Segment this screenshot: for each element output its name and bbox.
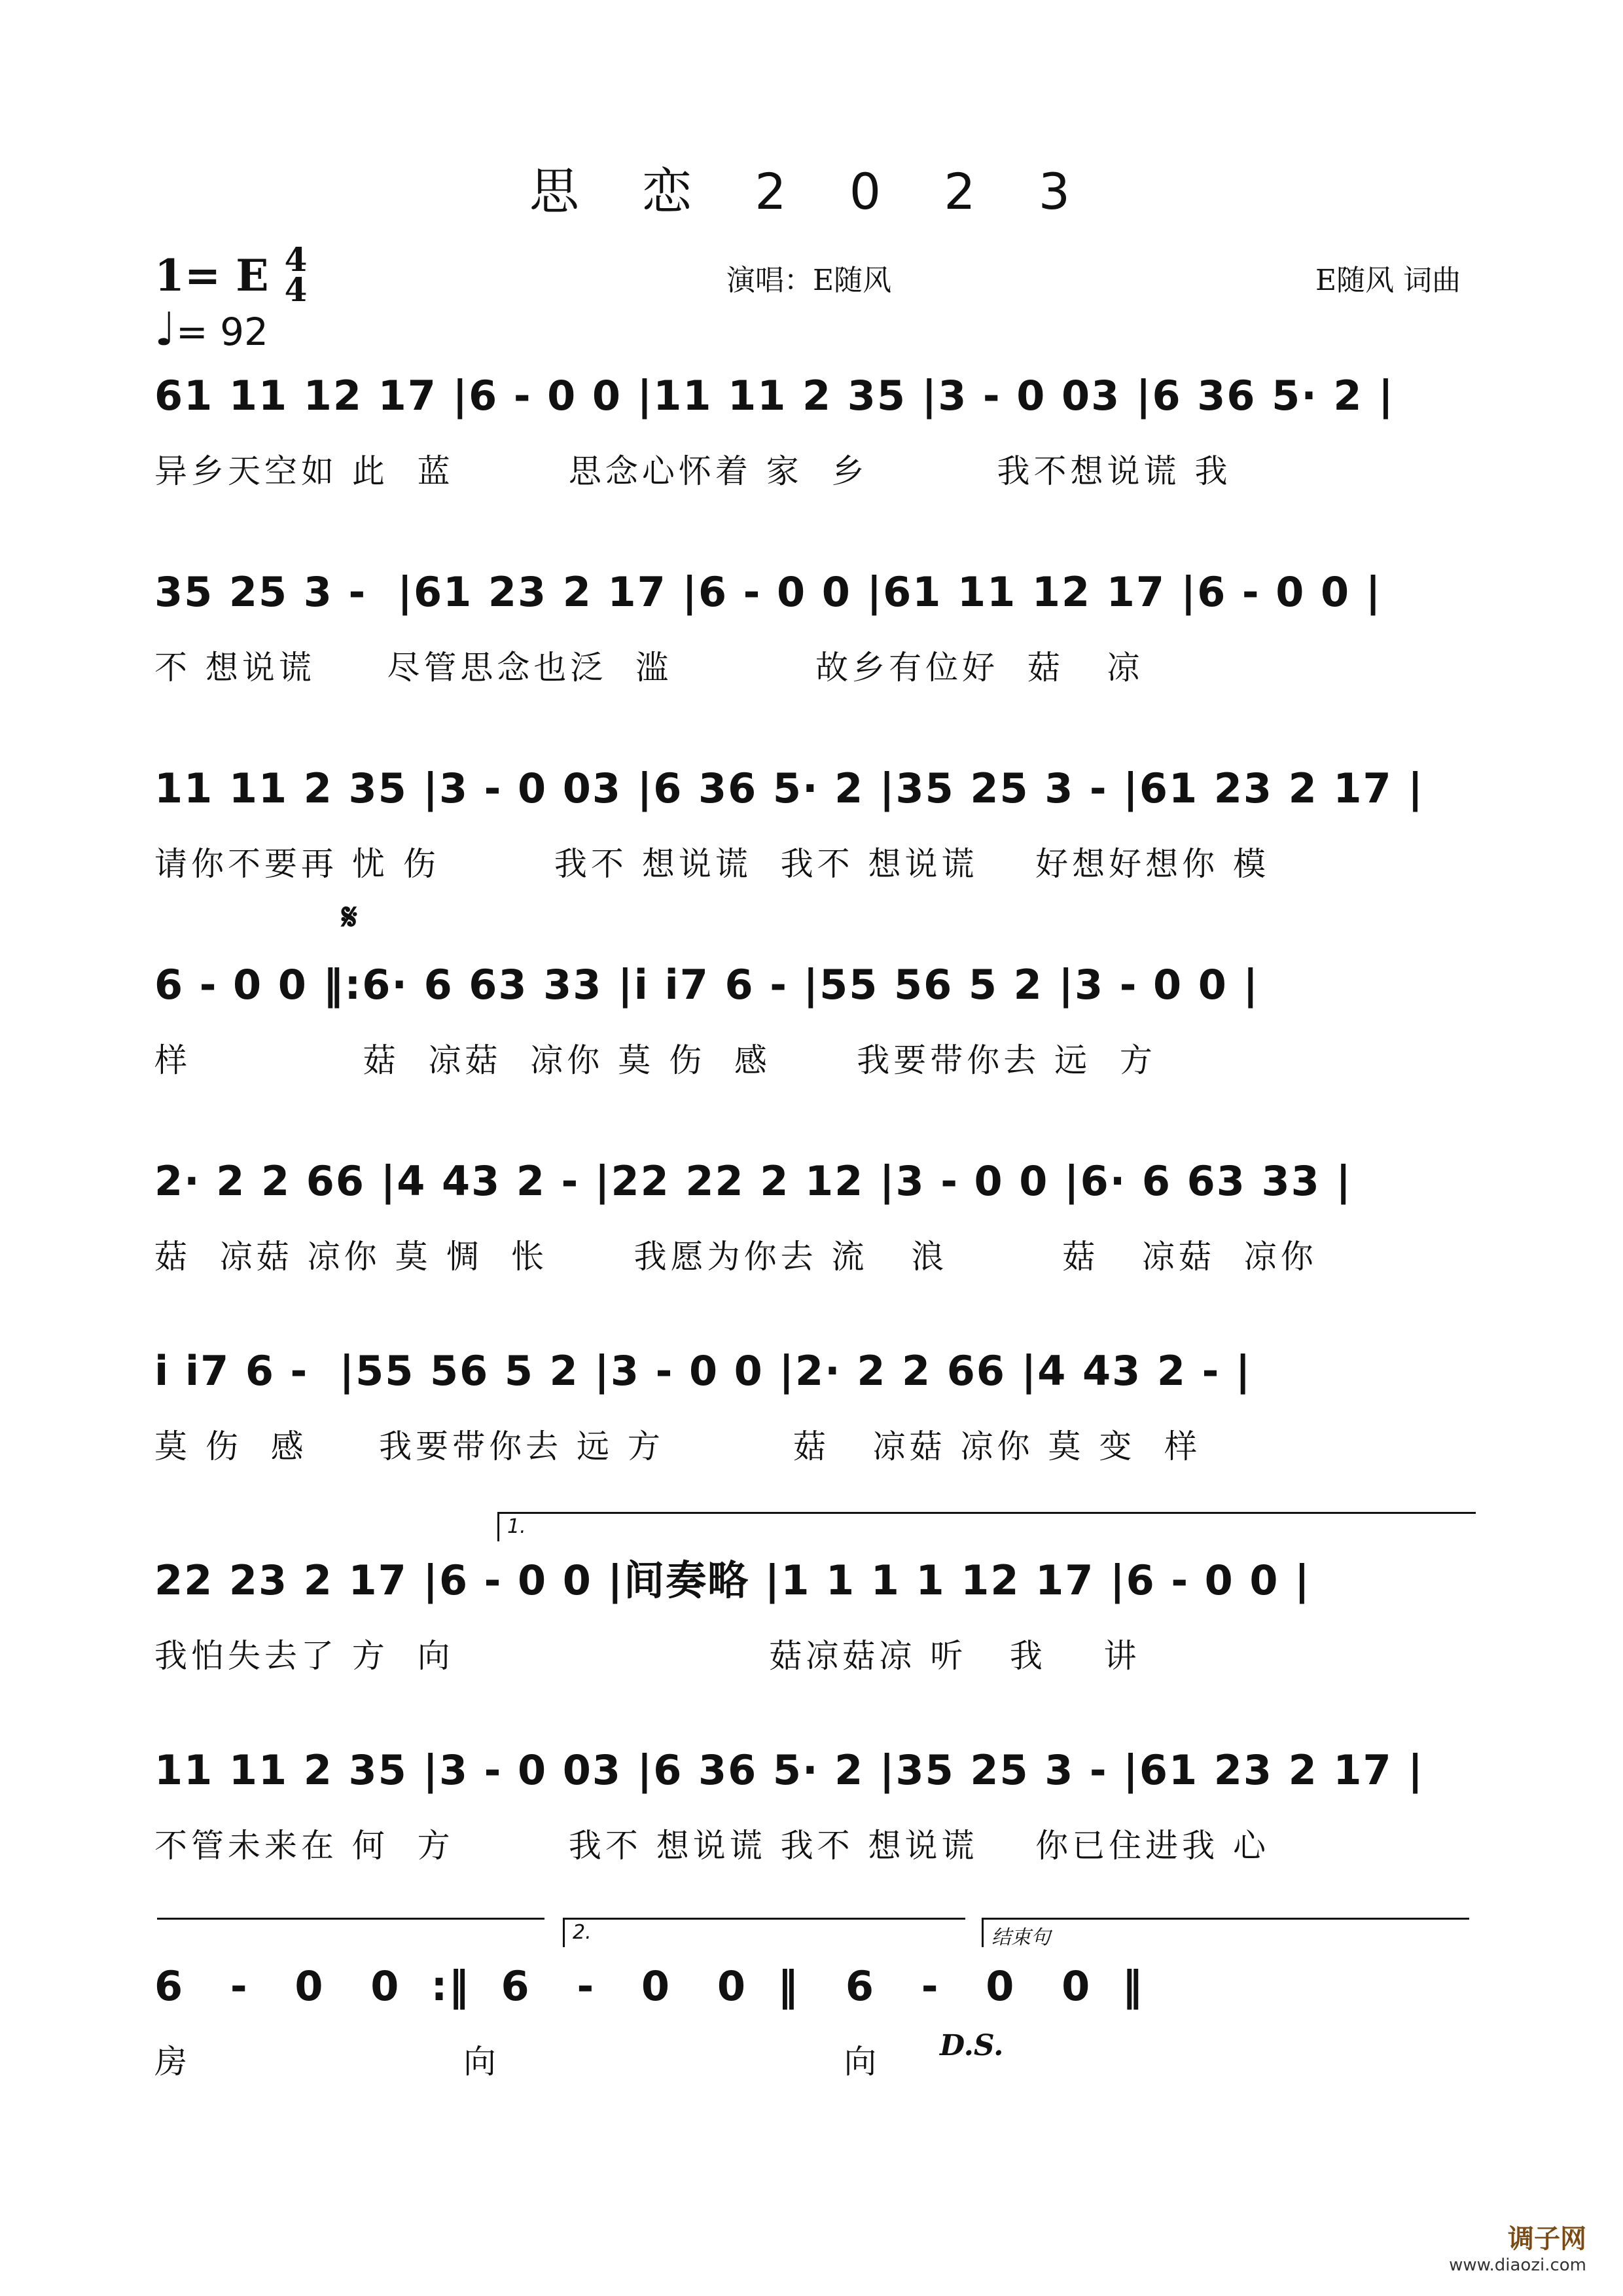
- second-ending-bracket: 2.: [563, 1918, 965, 1947]
- lyrics-line: 莫 伤 感 我要带你去 远 方 菇 凉菇 凉你 莫 变 样: [154, 1427, 1202, 1465]
- tempo-marking: [154, 302, 268, 356]
- site-watermark: [1449, 2218, 1586, 2275]
- key-signature: 1= E: [154, 250, 269, 301]
- notation-line: 61 11 12 17 |6 - 0 0 |11 11 2 35 |3 - 0 03 |6 36 5· 2 |: [154, 372, 1395, 420]
- singer-credit: 演唱：E随风: [726, 264, 892, 297]
- notation-line: 35 25 3 - |61 23 2 17 |6 - 0 0 |61 11 12 17 |6 - 0 0 |: [154, 568, 1382, 616]
- watermark-brand: 调子网: [1508, 2224, 1586, 2254]
- notation-line: 6 - 0 0 ‖:6· 6 63 33 |i i7 6 - |55 56 5 2 |3 - 0 0 |: [154, 961, 1260, 1009]
- segno-sign: 𝄋: [342, 895, 358, 939]
- lyrics-line: 菇 凉菇 凉你 莫 惆 怅 我愿为你去 流 浪 菇 凉菇 凉你: [154, 1238, 1317, 1276]
- song-title: 思 恋 2 0 2 3: [529, 162, 1094, 221]
- time-signature: [283, 240, 309, 309]
- lyrics-line: 异乡天空如 此 蓝 思念心怀着 家 乡 我不想说谎 我: [154, 452, 1232, 490]
- coda-ending-bracket: 结束句: [982, 1918, 1469, 1947]
- notation-line: 11 11 2 35 |3 - 0 03 |6 36 5· 2 |35 25 3 - |61 23 2 17 |: [154, 1746, 1424, 1794]
- watermark-url: www.diaozi.com: [1449, 2255, 1586, 2275]
- notation-line: 11 11 2 35 |3 - 0 03 |6 36 5· 2 |35 25 3 - |61 23 2 17 |: [154, 764, 1424, 812]
- notation-line: 2· 2 2 66 |4 43 2 - |22 22 2 12 |3 - 0 0 |6· 6 63 33 |: [154, 1157, 1352, 1205]
- composer-credit: E随风 词曲: [1315, 264, 1461, 297]
- lyrics-line: 请你不要再 忧 伤 我不 想说谎 我不 想说谎 好想好想你 模: [154, 845, 1270, 883]
- quarter-note-icon: ♩: [154, 302, 177, 356]
- notation-line: 6 - 0 0 :‖ 6 - 0 0 ‖ 6 - 0 0 ‖: [154, 1962, 1144, 2010]
- notation-line: 22 23 2 17 |6 - 0 0 |间奏略 |1 1 1 1 12 17 |6 - 0 0 |: [154, 1556, 1311, 1604]
- dal-segno-mark: D.S.: [940, 2029, 1004, 2062]
- repeat-bracket: [157, 1918, 544, 1947]
- lyrics-line: 不管未来在 何 方 我不 想说谎 我不 想说谎 你已住进我 心: [154, 1827, 1270, 1865]
- tempo-value: = 92: [176, 310, 268, 354]
- meter-top: 4: [284, 240, 308, 279]
- notation-line: i i7 6 - |55 56 5 2 |3 - 0 0 |2· 2 2 66 |4 43 2 - |: [154, 1347, 1252, 1395]
- meter-bottom: 4: [284, 270, 308, 309]
- lyrics-line: 房 向 向: [154, 2043, 881, 2081]
- first-ending-bracket: 1.: [497, 1512, 1476, 1541]
- lyrics-line: 不 想说谎 尽管思念也泛 滥 故乡有位好 菇 凉: [154, 649, 1144, 687]
- lyrics-line: 样 菇 凉菇 凉你 莫 伤 感 我要带你去 远 方: [154, 1041, 1156, 1079]
- lyrics-line: 我怕失去了 方 向 菇凉菇凉 听 我 讲: [154, 1637, 1141, 1675]
